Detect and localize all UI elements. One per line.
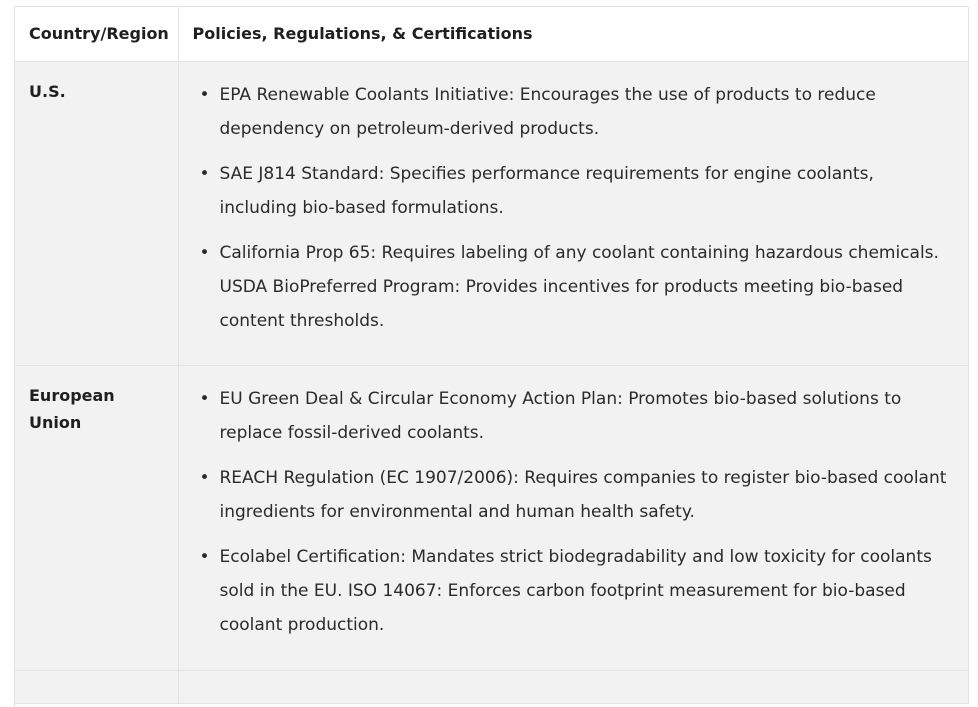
- table-row-partial: [15, 671, 968, 704]
- policy-text: California Prop 65: Requires labeling of any coolant containing hazardous chemicals. USDA BioPreferred Program: Provides incentives for products meeting bio-based content thresholds.: [219, 243, 939, 331]
- policies-cell: [178, 366, 968, 671]
- bullet-icon: •: [199, 164, 210, 184]
- list-item: [199, 382, 948, 450]
- policy-list: [194, 78, 948, 338]
- policies-cell-empty: [178, 671, 968, 704]
- list-item: [199, 157, 948, 225]
- table-header-row: [15, 7, 968, 62]
- policy-text: Ecolabel Certification: Mandates strict biodegradability and low toxicity for coolants sold in the EU. ISO 14067: Enforces carbon footprint measurement for bio-based coolant production.: [219, 547, 932, 635]
- list-item: [199, 236, 948, 338]
- policy-text: EPA Renewable Coolants Initiative: Encourages the use of products to reduce dependency on petroleum-derived products.: [219, 85, 876, 139]
- list-item: [199, 78, 948, 146]
- region-cell: European Union: [15, 366, 178, 671]
- bullet-icon: •: [199, 468, 210, 488]
- table-row: [15, 366, 968, 671]
- bullet-icon: •: [199, 547, 210, 567]
- policy-text: REACH Regulation (EC 1907/2006): Requires companies to register bio-based coolant ingredients for environmental and human health safety.: [219, 468, 947, 522]
- policy-table-container: [14, 6, 968, 707]
- header-policies: Policies, Regulations, & Certifications: [178, 7, 968, 62]
- policy-table: [15, 7, 969, 704]
- policies-cell: [178, 62, 968, 366]
- bullet-icon: •: [199, 389, 210, 409]
- region-cell-empty: [15, 671, 178, 704]
- policy-text: EU Green Deal & Circular Economy Action Plan: Promotes bio-based solutions to replace fossil-derived coolants.: [219, 389, 902, 443]
- list-item: [199, 540, 948, 642]
- policy-text: SAE J814 Standard: Specifies performance requirements for engine coolants, including bio-based formulations.: [219, 164, 874, 218]
- region-cell: U.S.: [15, 62, 178, 366]
- header-country-region: Country/Region: [15, 7, 178, 62]
- list-item: [199, 461, 948, 529]
- bullet-icon: •: [199, 85, 210, 105]
- bullet-icon: •: [199, 243, 210, 263]
- policy-list: [194, 382, 948, 642]
- table-row: [15, 62, 968, 366]
